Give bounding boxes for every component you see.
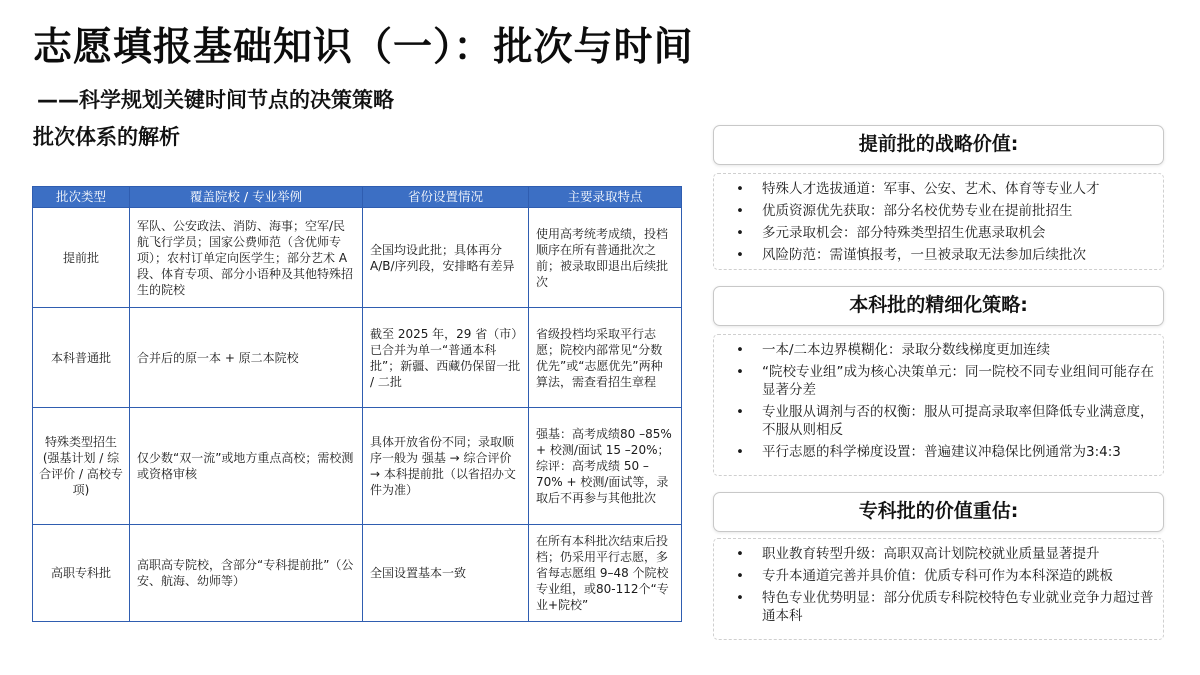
list-item: • 优质资源优先获取：部分名校优势专业在提前批招生 [732, 202, 1155, 220]
header-institutions: 覆盖院校 / 专业举例 [130, 187, 363, 208]
table-row [33, 308, 682, 408]
table-row [33, 208, 682, 308]
list-item: • 风险防范：需谨慎报考，一旦被录取无法参加后续批次 [732, 246, 1155, 264]
header-admission-features: 主要录取特点 [529, 187, 682, 208]
vocational-batch-heading: 专科批的价值重估: [713, 492, 1164, 532]
list-item: • 特殊人才选拔通道：军事、公安、艺术、体育等专业人才 [732, 180, 1155, 198]
cell-admission-features: 省级投档均采取平行志愿；院校内部常见“分数优先”或“志愿优先”两种算法，需查看招生章程 [529, 308, 682, 408]
cell-institutions: 合并后的原一本 + 原二本院校 [130, 308, 363, 408]
list-item: • 多元录取机会：部分特殊类型招生优惠录取机会 [732, 224, 1155, 242]
list-item: • “院校专业组”成为核心决策单元：同一院校不同专业组间可能存在显著分差 [732, 363, 1155, 399]
page-title: 志愿填报基础知识（一）：批次与时间 [33, 25, 694, 70]
advance-batch-heading: 提前批的战略价值: [713, 125, 1164, 165]
cell-batch-type: 高职专科批 [33, 525, 130, 622]
cell-batch-type: 特殊类型招生 (强基计划 / 综合评价 / 高校专项) [33, 408, 130, 525]
advance-batch-box [713, 173, 1164, 270]
cell-institutions: 军队、公安政法、消防、海事；空军/民航飞行学员；国家公费师范（含优师专项）；农村订单定向医学生；部分艺术 A 段、体育专项、部分小语种及其他特殊招生的院校 [130, 208, 363, 308]
list-item: • 专业服从调剂与否的权衡：服从可提高录取率但降低专业满意度，不服从则相反 [732, 403, 1155, 439]
cell-provinces: 具体开放省份不同；录取顺序一般为 强基 → 综合评价 → 本科提前批（以省招办文件为准） [363, 408, 529, 525]
table-header-row [33, 187, 682, 208]
list-item: • 特色专业优势明显：部分优质专科院校特色专业就业竞争力超过普通本科 [732, 589, 1155, 625]
batch-table [32, 186, 682, 622]
list-item: • 一本/二本边界模糊化：录取分数线梯度更加连续 [732, 341, 1155, 359]
cell-provinces: 全国设置基本一致 [363, 525, 529, 622]
table-row [33, 408, 682, 525]
list-item: • 专升本通道完善并具价值：优质专科可作为本科深造的跳板 [732, 567, 1155, 585]
cell-admission-features: 使用高考统考成绩，投档顺序在所有普通批次之前；被录取即退出后续批次 [529, 208, 682, 308]
list-item: • 职业教育转型升级：高职双高计划院校就业质量显著提升 [732, 545, 1155, 563]
undergrad-batch-heading: 本科批的精细化策略: [713, 286, 1164, 326]
table-row [33, 525, 682, 622]
cell-provinces: 全国均设此批；具体再分 A/B/序列段，安排略有差异 [363, 208, 529, 308]
cell-admission-features: 强基：高考成绩80 –85% + 校测/面试 15 –20%；综评：高考成绩 50 –70% + 校测/面试等，录取后不再参与其他批次 [529, 408, 682, 525]
page-subtitle: ——科学规划关键时间节点的决策策略 [37, 88, 394, 112]
list-item: • 平行志愿的科学梯度设置：普遍建议冲稳保比例通常为3:4:3 [732, 443, 1155, 461]
vocational-batch-box [713, 538, 1164, 640]
header-batch-type: 批次类型 [33, 187, 130, 208]
section-heading: 批次体系的解析 [33, 125, 180, 149]
cell-batch-type: 本科普通批 [33, 308, 130, 408]
header-provinces: 省份设置情况 [363, 187, 529, 208]
cell-admission-features: 在所有本科批次结束后投档；仍采用平行志愿，多省每志愿组 9–48 个院校专业组，或80-112个“专业+院校” [529, 525, 682, 622]
cell-batch-type: 提前批 [33, 208, 130, 308]
cell-institutions: 仅少数“双一流”或地方重点高校；需校测或资格审核 [130, 408, 363, 525]
cell-institutions: 高职高专院校，含部分“专科提前批”（公安、航海、幼师等） [130, 525, 363, 622]
undergrad-batch-box [713, 334, 1164, 476]
cell-provinces: 截至 2025 年，29 省（市）已合并为单一“普通本科批”；新疆、西藏仍保留一批 / 二批 [363, 308, 529, 408]
